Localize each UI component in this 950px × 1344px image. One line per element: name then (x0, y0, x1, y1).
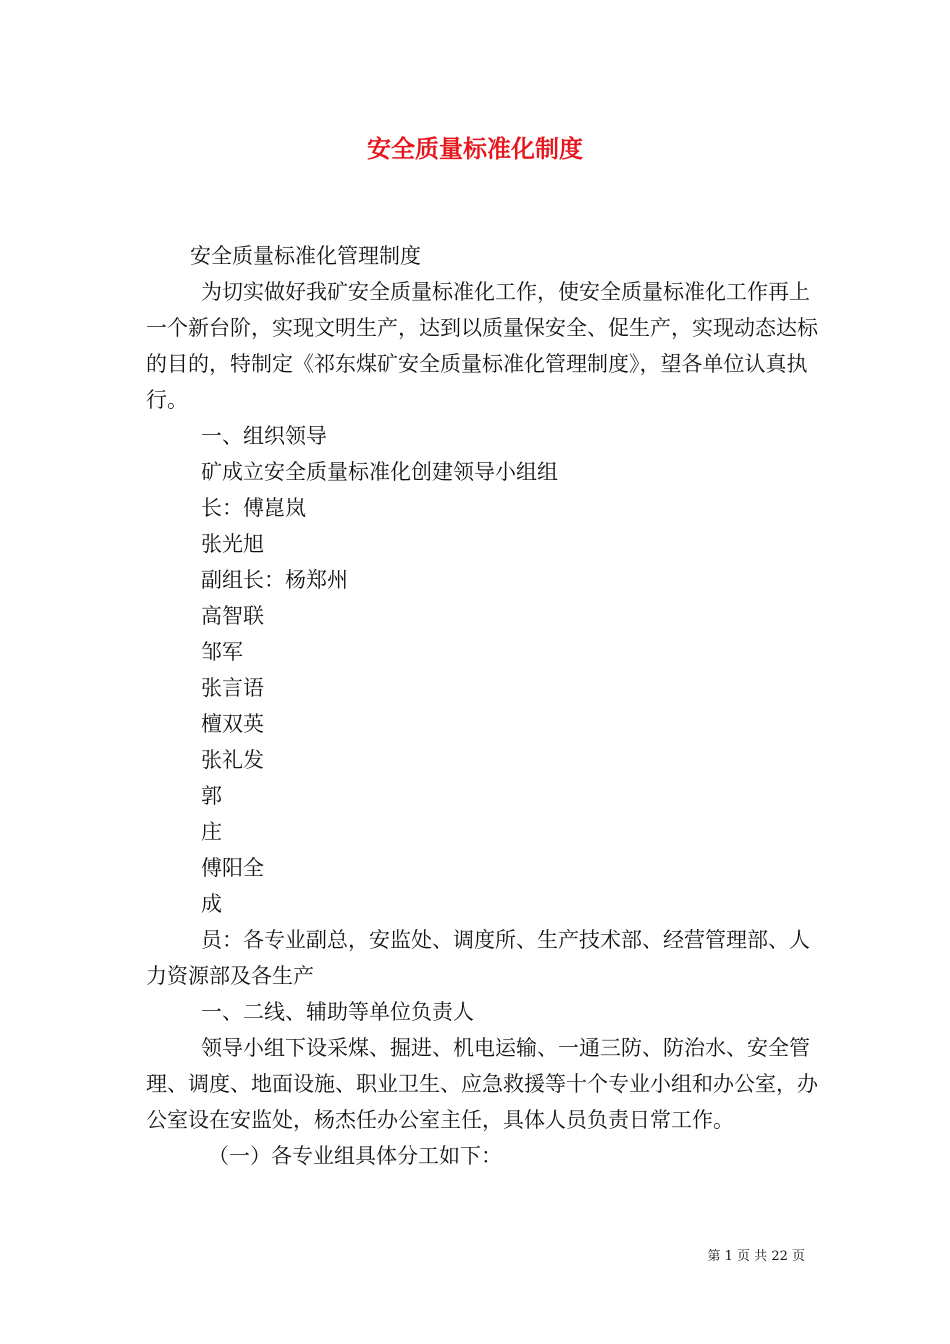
section-heading: 一、组织领导 (201, 424, 327, 448)
name-line: 张礼发 (201, 748, 264, 772)
name-line: 傅阳全 (201, 856, 264, 880)
name-line: 张言语 (201, 676, 264, 700)
body-line: 矿成立安全质量标准化创建领导小组组 (201, 460, 558, 484)
name-line: 檀双英 (201, 712, 264, 736)
name-line: 郭 (201, 784, 222, 808)
subsection-heading: （一）各专业组具体分工如下： (208, 1144, 502, 1168)
subtitle-paragraph: 安全质量标准化管理制度 (190, 244, 421, 268)
page-footer: 第 1 页 共 22 页 (707, 1249, 805, 1264)
document-title: 安全质量标准化制度 (367, 135, 583, 163)
intro-paragraph: 为切实做好我矿安全质量标准化工作，使安全质量标准化工作再上一个新台阶，实现文明生产，达到以质量保安全、促生产，实现动态达标的目的，特制定《祁东煤矿安全质量标准化管理制度》，望各单位认真执行。 (146, 280, 818, 412)
document-body (146, 238, 826, 1174)
name-line: 庄 (201, 820, 222, 844)
members-paragraph: 员：各专业副总，安监处、调度所、生产技术部、经营管理部、人力资源部及各生产 (146, 928, 810, 988)
body-paragraph: 领导小组下设采煤、掘进、机电运输、一通三防、防治水、安全管理、调度、地面设施、职业卫生、应急救援等十个专业小组和办公室，办公室设在安监处，杨杰任办公室主任，具体人员负责日常工作。 (146, 1036, 818, 1132)
name-line: 副组长：杨郑州 (201, 568, 348, 592)
name-line: 张光旭 (201, 532, 264, 556)
name-line: 高智联 (201, 604, 264, 628)
name-line: 长：傅崑岚 (201, 496, 306, 520)
name-line: 邹军 (201, 640, 243, 664)
name-line: 成 (201, 892, 222, 916)
body-line: 一、二线、辅助等单位负责人 (201, 1000, 474, 1024)
